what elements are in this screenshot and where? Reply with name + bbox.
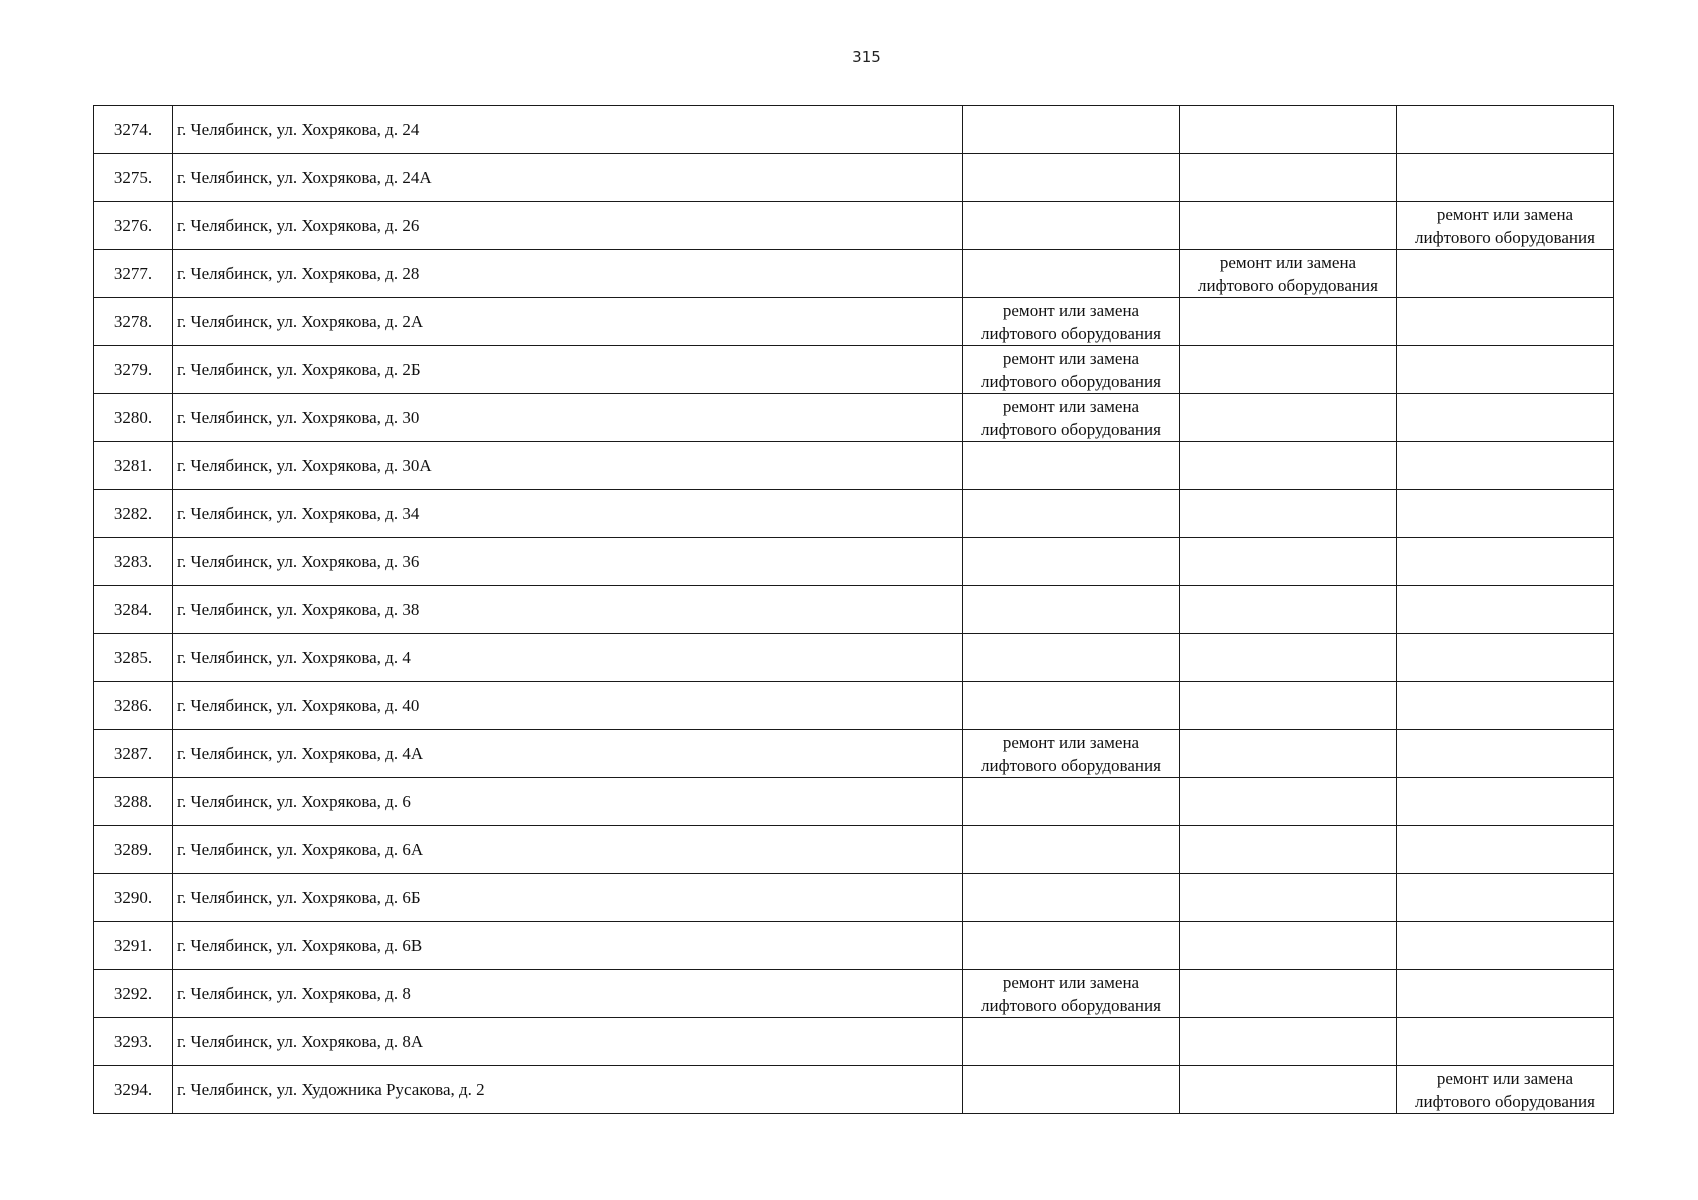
work-cell-1 (963, 442, 1180, 490)
work-cell-1 (963, 586, 1180, 634)
work-cell-1 (963, 346, 1180, 394)
row-number: 3285. (94, 634, 173, 682)
work-type-text: ремонт или замена лифтового оборудования (981, 348, 1161, 391)
address-cell: г. Челябинск, ул. Хохрякова, д. 26 (173, 202, 963, 250)
work-cell-3 (1397, 442, 1614, 490)
address-cell: г. Челябинск, ул. Хохрякова, д. 40 (173, 682, 963, 730)
table-row (94, 970, 1614, 1018)
table-row (94, 778, 1614, 826)
work-type-text: ремонт или замена лифтового оборудования (1415, 204, 1595, 247)
work-cell-3 (1397, 682, 1614, 730)
address-cell: г. Челябинск, ул. Хохрякова, д. 24А (173, 154, 963, 202)
table-row (94, 346, 1614, 394)
table-row (94, 394, 1614, 442)
row-number: 3284. (94, 586, 173, 634)
work-type-text: ремонт или замена лифтового оборудования (1198, 252, 1378, 295)
work-cell-2 (1180, 442, 1397, 490)
address-cell: г. Челябинск, ул. Хохрякова, д. 2А (173, 298, 963, 346)
address-cell: г. Челябинск, ул. Хохрякова, д. 38 (173, 586, 963, 634)
work-cell-1 (963, 730, 1180, 778)
work-cell-1 (963, 1018, 1180, 1066)
work-cell-2 (1180, 730, 1397, 778)
address-cell: г. Челябинск, ул. Хохрякова, д. 30А (173, 442, 963, 490)
work-cell-3 (1397, 538, 1614, 586)
work-cell-1 (963, 922, 1180, 970)
work-cell-1 (963, 394, 1180, 442)
table-row (94, 874, 1614, 922)
work-cell-1 (963, 778, 1180, 826)
address-cell: г. Челябинск, ул. Хохрякова, д. 8 (173, 970, 963, 1018)
work-cell-3 (1397, 778, 1614, 826)
address-cell: г. Челябинск, ул. Хохрякова, д. 6 (173, 778, 963, 826)
row-number: 3274. (94, 106, 173, 154)
address-cell: г. Челябинск, ул. Хохрякова, д. 6А (173, 826, 963, 874)
table-row (94, 922, 1614, 970)
row-number: 3294. (94, 1066, 173, 1114)
work-cell-1 (963, 106, 1180, 154)
work-cell-2 (1180, 778, 1397, 826)
work-cell-3 (1397, 346, 1614, 394)
address-cell: г. Челябинск, ул. Хохрякова, д. 6Б (173, 874, 963, 922)
address-cell: г. Челябинск, ул. Хохрякова, д. 34 (173, 490, 963, 538)
table-row (94, 1018, 1614, 1066)
work-cell-2 (1180, 298, 1397, 346)
row-number: 3277. (94, 250, 173, 298)
work-type-text: ремонт или замена лифтового оборудования (981, 396, 1161, 439)
work-type-text: ремонт или замена лифтового оборудования (1415, 1068, 1595, 1111)
work-cell-3 (1397, 586, 1614, 634)
page-number: 315 (852, 48, 881, 66)
work-cell-1 (963, 538, 1180, 586)
work-cell-3 (1397, 394, 1614, 442)
address-cell: г. Челябинск, ул. Хохрякова, д. 24 (173, 106, 963, 154)
row-number: 3283. (94, 538, 173, 586)
table-body (94, 106, 1614, 1114)
row-number: 3290. (94, 874, 173, 922)
work-cell-1 (963, 298, 1180, 346)
work-cell-2 (1180, 826, 1397, 874)
work-cell-3 (1397, 1018, 1614, 1066)
row-number: 3287. (94, 730, 173, 778)
building-registry-table (93, 105, 1614, 1114)
table-row (94, 730, 1614, 778)
work-cell-1 (963, 250, 1180, 298)
row-number: 3288. (94, 778, 173, 826)
work-cell-2 (1180, 538, 1397, 586)
work-type-text: ремонт или замена лифтового оборудования (981, 300, 1161, 343)
work-cell-2 (1180, 394, 1397, 442)
table-row (94, 154, 1614, 202)
address-cell: г. Челябинск, ул. Хохрякова, д. 36 (173, 538, 963, 586)
address-cell: г. Челябинск, ул. Хохрякова, д. 2Б (173, 346, 963, 394)
row-number: 3275. (94, 154, 173, 202)
table-row (94, 202, 1614, 250)
work-cell-2 (1180, 922, 1397, 970)
work-cell-1 (963, 874, 1180, 922)
address-cell: г. Челябинск, ул. Хохрякова, д. 8А (173, 1018, 963, 1066)
work-cell-3 (1397, 826, 1614, 874)
row-number: 3286. (94, 682, 173, 730)
work-cell-2 (1180, 874, 1397, 922)
table-row (94, 586, 1614, 634)
row-number: 3278. (94, 298, 173, 346)
work-cell-3 (1397, 730, 1614, 778)
row-number: 3293. (94, 1018, 173, 1066)
table-row (94, 826, 1614, 874)
work-cell-3 (1397, 922, 1614, 970)
row-number: 3289. (94, 826, 173, 874)
work-cell-2 (1180, 490, 1397, 538)
work-cell-3 (1397, 202, 1614, 250)
work-cell-1 (963, 490, 1180, 538)
row-number: 3282. (94, 490, 173, 538)
work-cell-3 (1397, 634, 1614, 682)
work-cell-2 (1180, 1018, 1397, 1066)
work-cell-1 (963, 154, 1180, 202)
work-cell-1 (963, 826, 1180, 874)
work-cell-2 (1180, 634, 1397, 682)
work-cell-2 (1180, 586, 1397, 634)
table-row (94, 298, 1614, 346)
work-cell-3 (1397, 154, 1614, 202)
work-cell-1 (963, 1066, 1180, 1114)
work-cell-2 (1180, 1066, 1397, 1114)
table-row (94, 634, 1614, 682)
table-row (94, 490, 1614, 538)
work-cell-2 (1180, 346, 1397, 394)
row-number: 3292. (94, 970, 173, 1018)
address-cell: г. Челябинск, ул. Хохрякова, д. 4 (173, 634, 963, 682)
address-cell: г. Челябинск, ул. Хохрякова, д. 6В (173, 922, 963, 970)
row-number: 3276. (94, 202, 173, 250)
row-number: 3281. (94, 442, 173, 490)
address-cell: г. Челябинск, ул. Хохрякова, д. 30 (173, 394, 963, 442)
table-row (94, 682, 1614, 730)
work-cell-3 (1397, 106, 1614, 154)
work-cell-2 (1180, 106, 1397, 154)
work-cell-3 (1397, 874, 1614, 922)
work-cell-2 (1180, 154, 1397, 202)
work-type-text: ремонт или замена лифтового оборудования (981, 972, 1161, 1015)
work-cell-3 (1397, 298, 1614, 346)
row-number: 3280. (94, 394, 173, 442)
table-row (94, 1066, 1614, 1114)
work-cell-2 (1180, 682, 1397, 730)
work-cell-1 (963, 202, 1180, 250)
address-cell: г. Челябинск, ул. Художника Русакова, д. 2 (173, 1066, 963, 1114)
row-number: 3291. (94, 922, 173, 970)
table-row (94, 442, 1614, 490)
table-row (94, 538, 1614, 586)
work-cell-3 (1397, 970, 1614, 1018)
address-cell: г. Челябинск, ул. Хохрякова, д. 28 (173, 250, 963, 298)
work-cell-1 (963, 634, 1180, 682)
work-cell-3 (1397, 1066, 1614, 1114)
work-cell-1 (963, 682, 1180, 730)
work-cell-3 (1397, 250, 1614, 298)
work-cell-2 (1180, 970, 1397, 1018)
row-number: 3279. (94, 346, 173, 394)
work-type-text: ремонт или замена лифтового оборудования (981, 732, 1161, 775)
work-cell-3 (1397, 490, 1614, 538)
table-row (94, 106, 1614, 154)
table-row (94, 250, 1614, 298)
address-cell: г. Челябинск, ул. Хохрякова, д. 4А (173, 730, 963, 778)
work-cell-2 (1180, 250, 1397, 298)
work-cell-2 (1180, 202, 1397, 250)
work-cell-1 (963, 970, 1180, 1018)
